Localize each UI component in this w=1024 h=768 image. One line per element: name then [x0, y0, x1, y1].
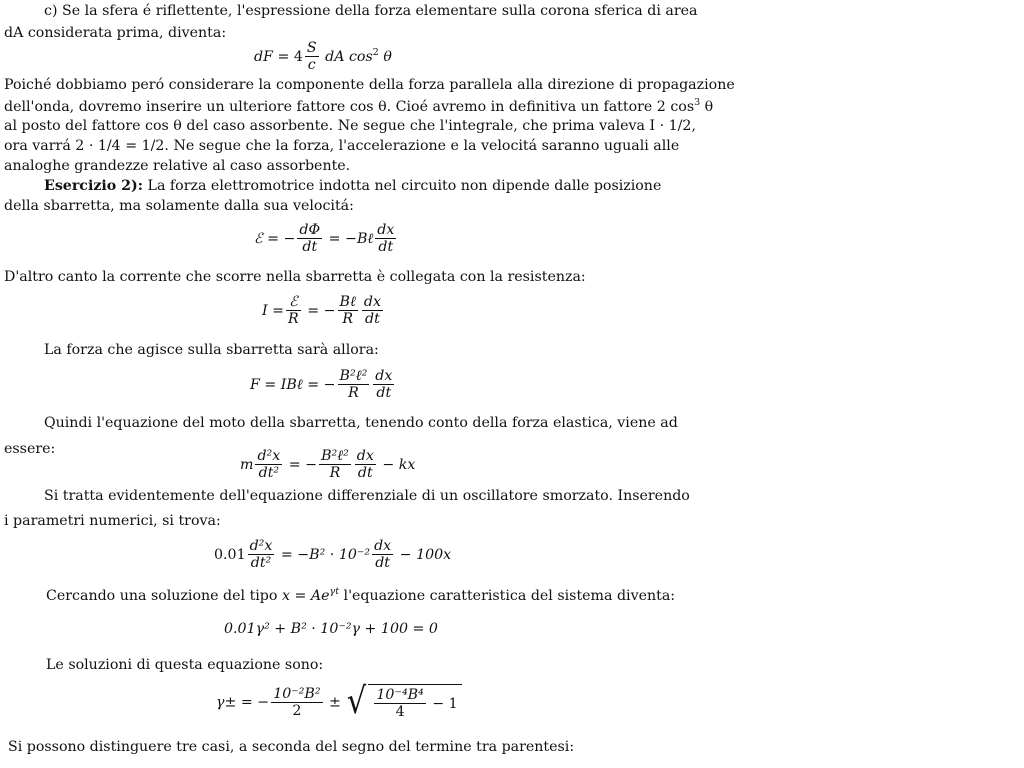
paragraph-line: Poiché dobbiamo peró considerare la componente della forza parallela alla direzione di propagazione — [4, 77, 735, 93]
fraction — [255, 448, 282, 482]
denominator: dt — [378, 239, 394, 256]
eq-term: = — [272, 302, 285, 319]
eq-term: ℰ — [254, 230, 263, 247]
square-root — [345, 681, 461, 723]
denominator: R — [329, 465, 341, 482]
numerator: dx — [375, 368, 393, 384]
denominator: dt² — [258, 465, 280, 482]
eq-term: x = Ae — [281, 588, 330, 604]
fraction — [338, 368, 370, 402]
paragraph-line: D'altro canto la corrente che scorre nella sbarretta è collegata con la resistenza: — [4, 269, 586, 285]
fraction — [297, 222, 322, 256]
paragraph-line: dA considerata prima, diventa: — [4, 25, 227, 41]
text-span: l'equazione caratteristica del sistema diventa: — [339, 588, 676, 604]
paragraph-line: al posto del fattore cos θ del caso assorbente. Ne segue che l'integrale, che prima valeva I · 1/2, — [4, 118, 696, 134]
eq-term: m — [240, 456, 254, 473]
denominator: 2 — [292, 702, 302, 719]
eq-term: = — [280, 546, 293, 563]
fraction — [373, 368, 394, 402]
eq-exponent: γt — [329, 586, 340, 597]
denominator: dt — [376, 385, 392, 402]
paragraph-line — [4, 98, 713, 114]
equation-characteristic: 0.01γ² + B² · 10⁻²γ + 100 = 0 — [224, 621, 438, 637]
text-span: θ — [700, 99, 714, 115]
numerator: dx — [377, 222, 395, 238]
text-span: Cercando una soluzione del tipo — [46, 588, 282, 604]
eq-term: IBℓ — [280, 376, 303, 393]
numerator: d²x — [249, 538, 273, 554]
text-span: dell'onda, dovremo inserire un ulteriore fattore cos θ. Cioé avremo in definitiva un fattore 2 cos — [4, 99, 695, 115]
numerator: dx — [363, 294, 381, 310]
fraction — [319, 448, 351, 482]
paragraph-line — [44, 179, 661, 193]
fraction — [271, 686, 322, 720]
equation-solutions — [216, 681, 462, 723]
eq-term: 0.01 — [214, 546, 246, 563]
text-span: La forza elettromotrice indotta nel circuito non dipende dalle posizione — [143, 178, 662, 194]
denominator: R — [348, 385, 359, 402]
denominator: 4 — [395, 704, 405, 721]
paragraph-line: c) Se la sfera é riflettente, l'espressione della forza elementare sulla corona sferica di area — [44, 3, 698, 19]
numerator: 10⁻²B² — [273, 685, 321, 702]
equation-current — [262, 294, 385, 328]
eq-term: = — [240, 694, 253, 711]
eq-term: γ± — [216, 694, 237, 711]
eq-term: − — [305, 456, 318, 473]
eq-term: ± — [329, 694, 341, 711]
denominator: c — [307, 57, 316, 74]
paragraph-line: Le soluzioni di questa equazione sono: — [46, 657, 324, 673]
fraction — [375, 222, 396, 256]
text-exponent: 3 — [694, 97, 701, 108]
eq-term: Bℓ — [356, 230, 374, 247]
numerator: 10⁻⁴B⁴ — [376, 687, 424, 703]
fraction — [286, 294, 301, 328]
numerator: Bℓ — [339, 294, 356, 310]
numerator: S — [306, 40, 317, 56]
numerator: dx — [374, 538, 392, 554]
fraction — [305, 40, 319, 74]
eq-exponent: 2 — [372, 46, 379, 58]
eq-term: − kx — [382, 456, 416, 473]
eq-term: − — [345, 230, 357, 247]
numerator: dΦ — [299, 222, 321, 238]
fraction — [355, 448, 376, 482]
denominator: R — [288, 311, 299, 328]
denominator: dt — [357, 465, 373, 482]
eq-term: −B² · 10⁻² — [297, 546, 371, 563]
equation-dF — [254, 40, 392, 74]
equation-force — [250, 368, 396, 402]
fraction — [362, 294, 383, 328]
radical-sign: √ — [347, 681, 367, 723]
radicand — [368, 684, 461, 721]
eq-term: I — [262, 302, 268, 319]
paragraph-line: Quindi l'equazione del moto della sbarretta, tenendo conto della forza elastica, viene ad — [44, 415, 678, 431]
denominator: R — [342, 311, 354, 328]
eq-term: − — [323, 302, 336, 319]
paragraph-line: ora varrá 2 · 1/4 = 1/2. Ne segue che la forza, l'accelerazione e la velocitá saranno uguali alle — [4, 138, 680, 154]
eq-term: − — [283, 230, 296, 247]
numerator: B²ℓ² — [339, 368, 368, 384]
eq-term: = — [328, 230, 341, 247]
paragraph-line — [46, 587, 675, 603]
numerator: d²x — [257, 448, 281, 464]
paragraph-line: Si tratta evidentemente dell'equazione differenziale di un oscillatore smorzato. Inserendo — [44, 488, 690, 504]
numerator: dx — [356, 448, 374, 464]
eq-term: = — [307, 302, 320, 319]
equation-numeric — [214, 538, 451, 572]
equation-motion — [240, 448, 415, 482]
fraction — [374, 687, 425, 721]
paragraph-line: Si possono distinguere tre casi, a seconda del segno del termine tra parentesi: — [8, 739, 575, 755]
eq-term: − — [323, 376, 336, 393]
denominator: dt² — [250, 555, 272, 572]
equation-emf — [254, 222, 398, 256]
eq-term: = — [267, 230, 279, 247]
eq-term: θ — [383, 48, 392, 65]
denominator: dt — [365, 311, 380, 328]
fraction — [338, 294, 358, 328]
eq-term: = — [264, 376, 277, 393]
eq-term: − 1 — [432, 695, 458, 712]
paragraph-line: essere: — [4, 441, 56, 457]
eq-term: = — [307, 376, 320, 393]
numerator: B²ℓ² — [321, 448, 349, 464]
eq-term: F — [250, 376, 260, 393]
paragraph-line: della sbarretta, ma solamente dalla sua velocitá: — [4, 198, 354, 214]
eq-term: − — [257, 694, 270, 711]
fraction — [248, 538, 275, 572]
eq-term: = — [277, 48, 290, 65]
paragraph-line: analoghe grandezze relative al caso assorbente. — [4, 158, 351, 174]
exercise-heading: Esercizio 2): — [44, 178, 144, 194]
eq-term: 4 — [293, 48, 303, 65]
paragraph-line: i parametri numerici, si trova: — [4, 513, 221, 529]
fraction — [372, 538, 393, 572]
eq-term: dA cos — [325, 48, 373, 65]
denominator: dt — [302, 239, 318, 256]
eq-term: − 100x — [399, 546, 452, 563]
paragraph-line: La forza che agisce sulla sbarretta sarà allora: — [44, 342, 379, 358]
eq-term: dF — [254, 48, 273, 65]
eq-term: = — [288, 456, 301, 473]
numerator: ℰ — [286, 294, 301, 311]
denominator: dt — [375, 555, 390, 572]
